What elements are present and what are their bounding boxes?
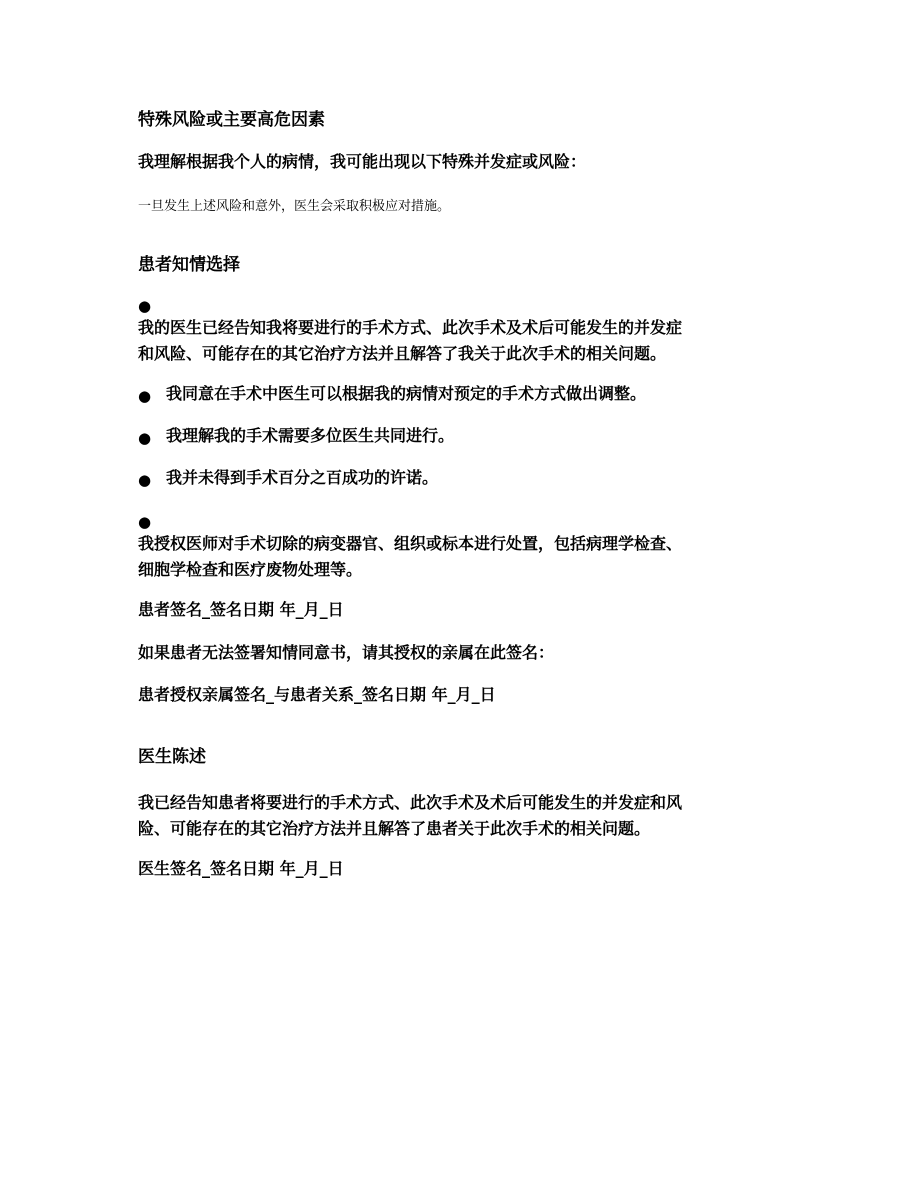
proxy-signature-line: 患者授权亲属签名_与患者关系_签名日期 年_月_日: [138, 685, 496, 704]
risk-note: 一旦发生上述风险和意外，医生会采取积极应对措施。: [138, 199, 451, 214]
bullet-icon: ●: [138, 297, 152, 315]
doctor-statement-heading: 医生陈述: [138, 747, 206, 767]
patient-item-2: 我同意在手术中医生可以根据我的病情对预定的手术方式做出调整。: [166, 384, 647, 403]
proxy-statement: 如果患者无法签署知情同意书，请其授权的亲属在此签名：: [138, 643, 555, 662]
patient-item-3: 我理解我的手术需要多位医生共同进行。: [166, 426, 455, 445]
risk-heading: 特殊风险或主要高危因素: [138, 110, 325, 130]
patient-signature-line: 患者签名_签名日期 年_月_日: [138, 600, 344, 619]
patient-item-5-line-2: 细胞学检查和医疗废物处理等。: [138, 560, 363, 579]
bullet-icon: ●: [138, 513, 152, 531]
bullet-icon: ●: [138, 429, 152, 447]
doctor-statement-line-2: 险、可能存在的其它治疗方法并且解答了患者关于此次手术的相关问题。: [138, 819, 651, 838]
risk-statement: 我理解根据我个人的病情，我可能出现以下特殊并发症或风险：: [138, 152, 587, 171]
bullet-icon: ●: [138, 471, 152, 489]
patient-item-1-line-1: 我的医生已经告知我将要进行的手术方式、此次手术及术后可能发生的并发症: [138, 318, 683, 337]
patient-choice-heading: 患者知情选择: [138, 255, 240, 275]
doctor-statement-line-1: 我已经告知患者将要进行的手术方式、此次手术及术后可能发生的并发症和风: [138, 793, 683, 812]
patient-item-5-line-1: 我授权医师对手术切除的病变器官、组织或标本进行处置，包括病理学检查、: [138, 534, 683, 553]
doctor-signature-line: 医生签名_签名日期 年_月_日: [138, 859, 344, 878]
patient-item-4: 我并未得到手术百分之百成功的许诺。: [166, 468, 439, 487]
patient-item-1-line-2: 和风险、可能存在的其它治疗方法并且解答了我关于此次手术的相关问题。: [138, 344, 667, 363]
bullet-icon: ●: [138, 387, 152, 405]
